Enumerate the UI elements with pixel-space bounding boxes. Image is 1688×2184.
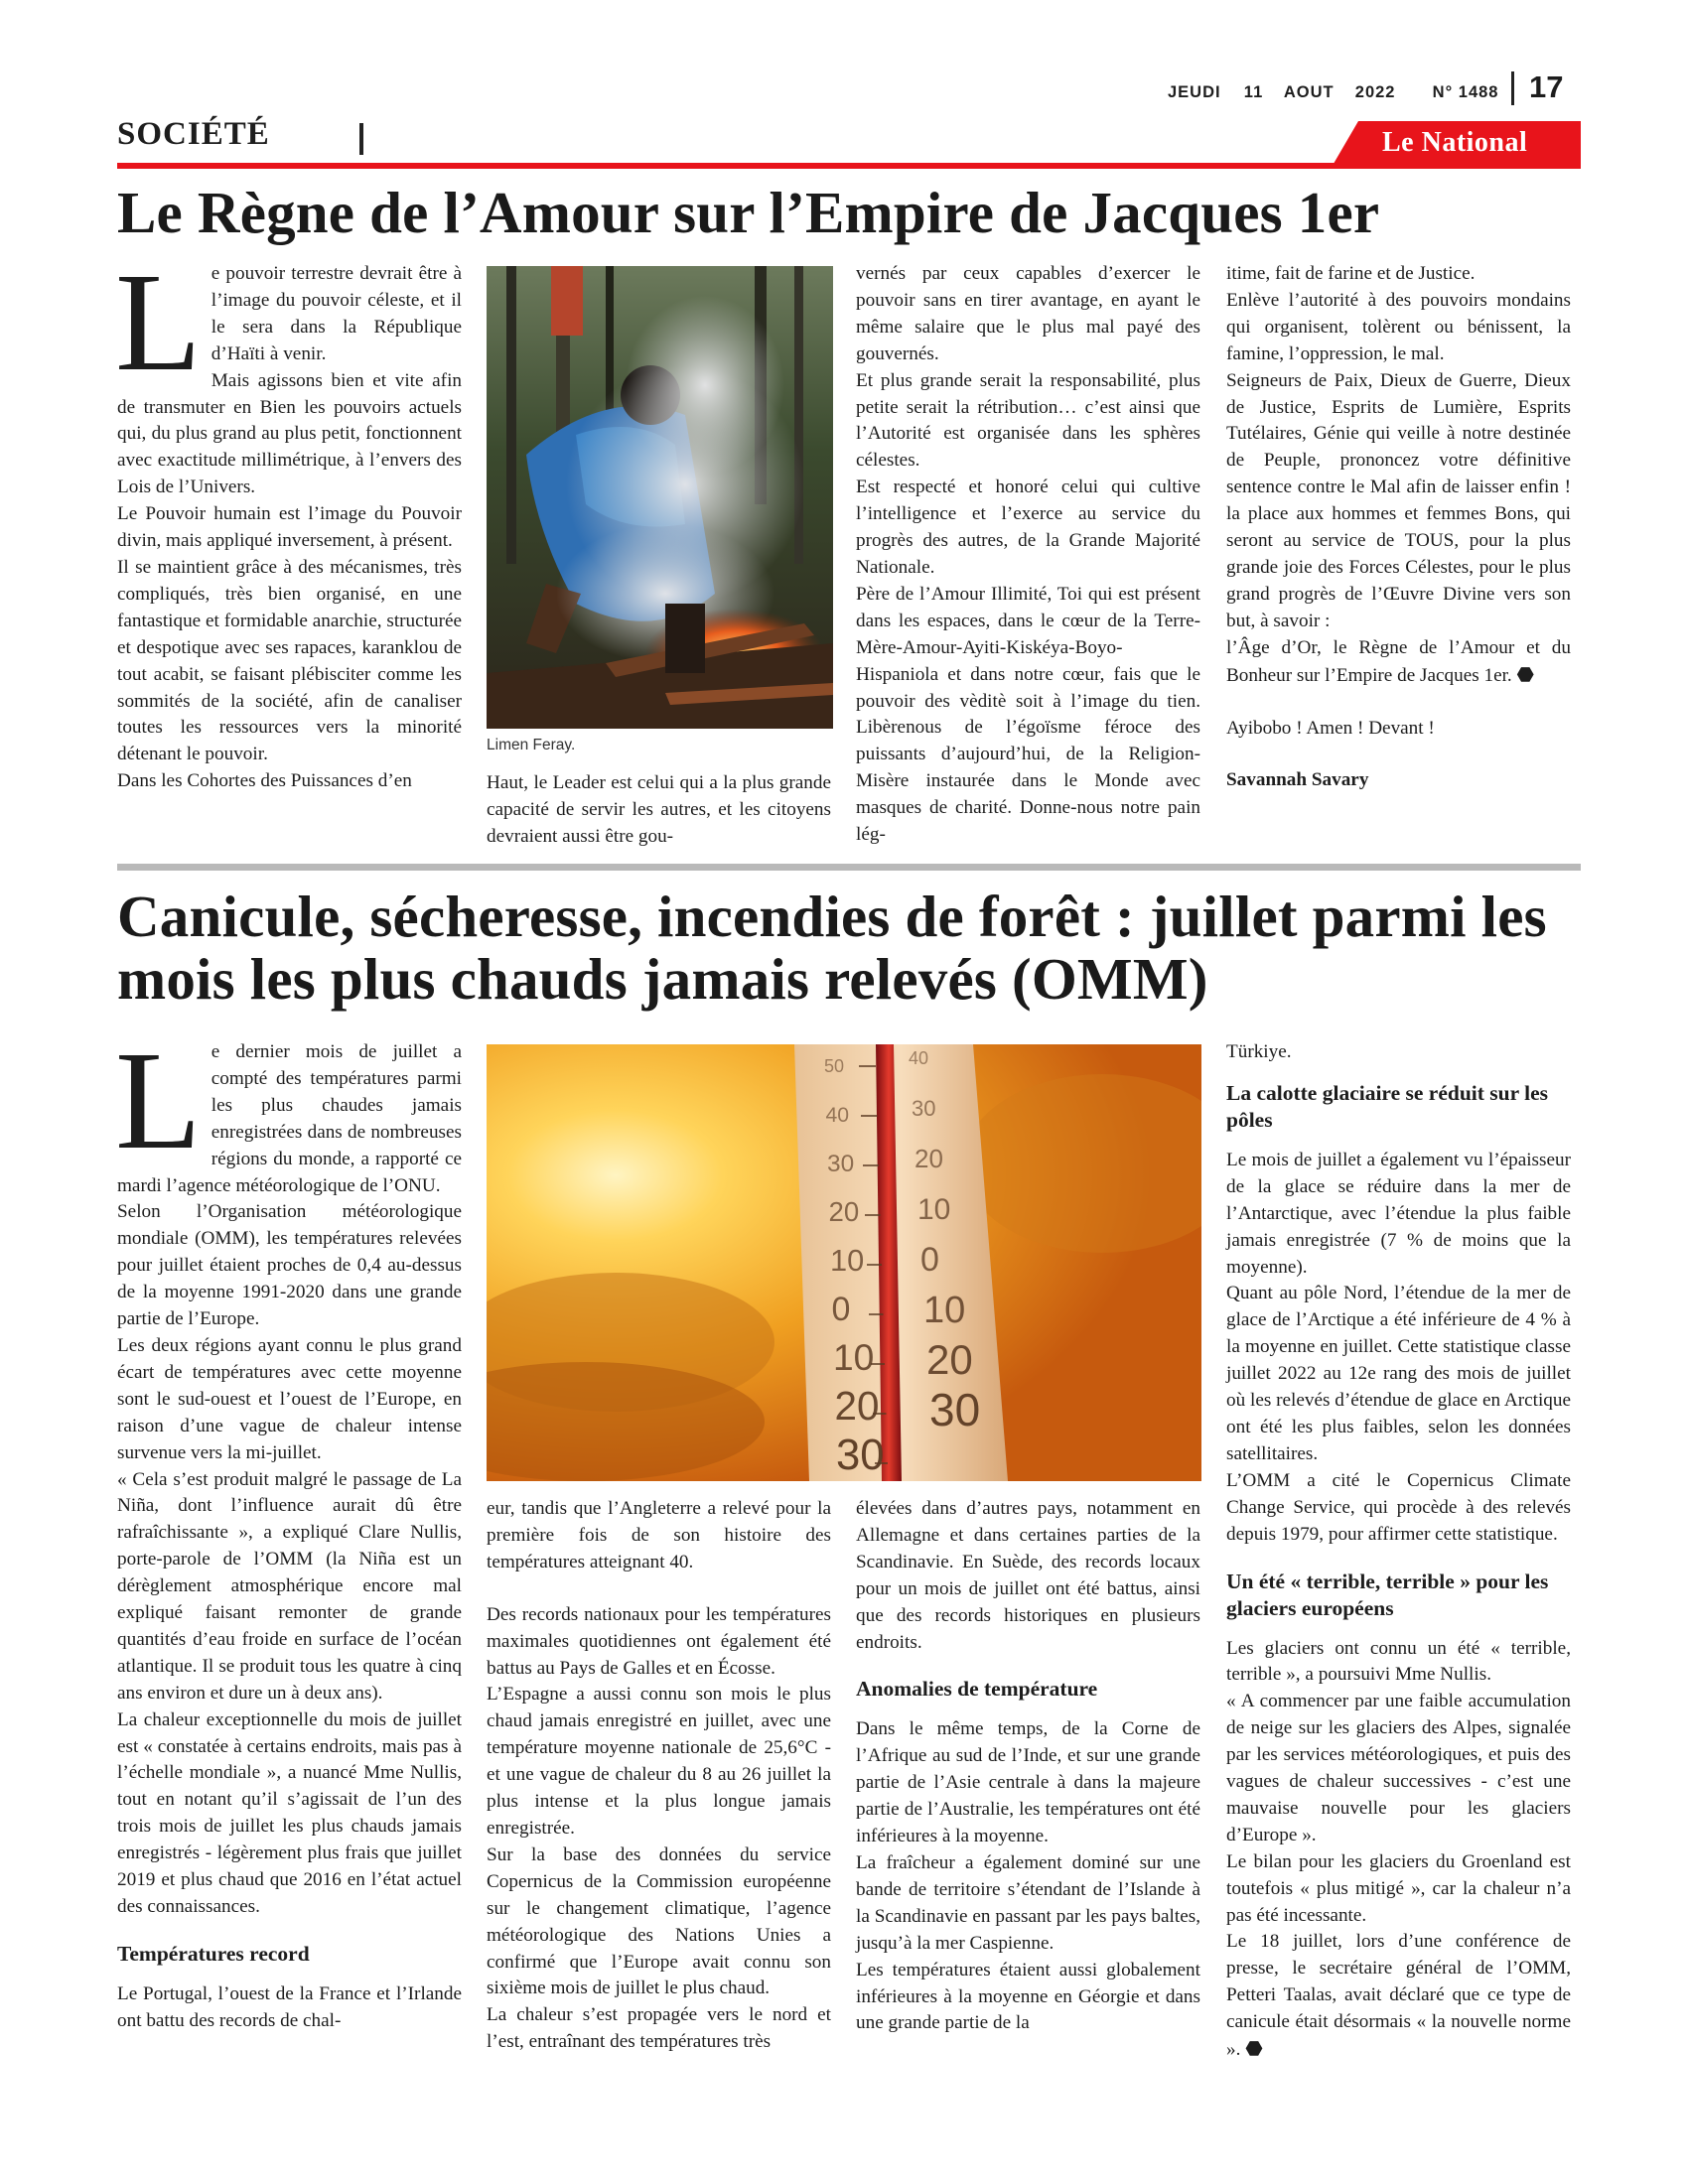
date-num: 11 xyxy=(1243,83,1264,101)
section-label: SOCIÉTÉ xyxy=(117,116,270,152)
end-mark-icon: ⬣ xyxy=(1245,2038,1263,2061)
paragraph: La fraîcheur a également dominé sur une bande de territoire s’étendant de l’Islande à la Scandinavie en passant par les pays baltes, jusqu’à la mer Caspienne. xyxy=(856,1851,1200,1954)
paragraph: Dans les Cohortes des Puissances d’en xyxy=(117,770,412,792)
subhead-glace: La calotte glaciaire se réduit sur les pôles xyxy=(1226,1080,1549,1132)
paragraph: Les glaciers ont connu un été « terrible, terrible », a poursuivi Mme Nullis. xyxy=(1226,1637,1571,1686)
paragraph: Père de l’Amour Illimité, Toi qui est présent dans les espaces, dans le cœur de la Terre-Mère-Amour-Ayiti-Kiskéya-Boyo-Hispaniola et dans notre cœur, fais que le pouvoir des vèditè soit à l’image du tien. Libèrenous de l’égoïsme féroce des puissants d’aujourd’hui, de la Religion-Misère instaurée dans le Monde avec masques de charité. Donne-nous notre pain lég- xyxy=(856,583,1200,846)
paragraph xyxy=(1226,1929,1571,2064)
paragraph: e pouvoir terrestre devrait être à l’image du pouvoir céleste, et il le sera dans la République d’Haïti à venir. xyxy=(211,263,462,364)
subhead-anomalies: Anomalies de température xyxy=(856,1677,1098,1702)
paragraph: Le Pouvoir humain est l’image du Pouvoir divin, mais appliqué inversement, à présent. xyxy=(117,503,462,552)
paragraph: élevées dans d’autres pays, notamment en Allemagne et dans certaines parties de la Scandinavie. En Suède, des records locaux pour un mois de juillet ont été battus, ainsi que des records historiques en plusieurs endroits. xyxy=(856,1498,1200,1653)
article1-col4 xyxy=(1226,261,1571,794)
page-number: 17 xyxy=(1529,69,1564,104)
paragraph: Quant au pôle Nord, l’étendue de la mer de glace de l’Arctique a été inférieure de 4 % à la moyenne en juillet. Cette statistique classe juillet 2022 au 12e rang des mois de juillet où les relevés d’étendue de glace en Arctique ont été les plus faibles, selon les données satellitaires. xyxy=(1226,1283,1571,1464)
article1-col1 xyxy=(115,243,462,795)
paragraph: Les températures étaient aussi globalement inférieures à la moyenne en Géorgie et dans une grande partie de la xyxy=(856,1959,1200,2034)
paragraph: Türkiye. xyxy=(1226,1041,1292,1062)
thermo-tick-right: 20 xyxy=(926,1336,973,1383)
paragraph: Le Portugal, l’ouest de la France et l’Irlande ont battu des records de chal- xyxy=(117,1982,462,2031)
paragraph: Sur la base des données du service Copernicus de la Commission européenne sur le changement climatique, l’agence météorologique des Nations Unies a confirmé que l’Europe avait connu son sixième mois de juillet le plus chaud. xyxy=(487,1843,831,1999)
paragraph: Seigneurs de Paix, Dieux de Guerre, Dieux de Justice, Esprits de Lumière, Esprits Tutélaires, Génie qui veille à notre destinée de Peuple, prononcez votre définitive sentence contre le Mal afin de laisser enfin ! la place aux hommes et femmes Bons, qui seront au service de TOUS, pour la plus grande joie des Forces Célestes, pour le plus grand progrès de l’Œuvre Divine vers son but, à savoir : xyxy=(1226,369,1571,631)
thermo-tick-left: 10 xyxy=(830,1243,865,1278)
paragraph: L’OMM a cité le Copernicus Climate Change Service, qui procède à des relevés depuis 1979, pour affirmer cette statistique. xyxy=(1226,1469,1571,1545)
thermo-tick-left: 40 xyxy=(825,1104,850,1127)
paragraph: Dans le même temps, de la Corne de l’Afrique au sud de l’Inde, et sur une grande partie de l’Asie centrale à dans la majeure partie de l’Australie, les températures ont été inférieures à la moyenne. xyxy=(856,1718,1200,1847)
closing-line: Ayibobo ! Amen ! Devant ! xyxy=(1226,717,1435,739)
article1-author: Savannah Savary xyxy=(1226,769,1369,791)
article1-title: Le Règne de l’Amour sur l’Empire de Jacques 1er xyxy=(117,180,1380,245)
paragraph: vernés par ceux capables d’exercer le pouvoir sans en tirer avantage, en ayant le même salaire que le plus mal payé des gouvernés. xyxy=(856,263,1200,364)
paragraph: eur, tandis que l’Angleterre a relevé pour la première fois de son histoire des températures atteignant 40. xyxy=(487,1498,831,1572)
thermo-tick-left: 0 xyxy=(831,1291,851,1328)
paragraph: Le mois de juillet a également vu l’épaisseur de la glace se réduire dans la mer de l’Antarctique, avec l’étendue la plus faible jamais enregistrée (7 % de moins que la moyenne). xyxy=(1226,1149,1571,1278)
thermo-tick-left: 10 xyxy=(833,1336,875,1378)
paragraph: Haut, le Leader est celui qui a la plus grande capacité de servir les autres, et les citoyens devraient aussi être gou- xyxy=(487,772,831,847)
thermo-tick-right: 20 xyxy=(914,1144,943,1173)
paragraph: La chaleur s’est propagée vers le nord et l’est, entraînant des températures très xyxy=(487,2004,831,2053)
article1-photo xyxy=(487,266,833,729)
article2-title xyxy=(117,886,1547,1011)
subhead-records: Températures record xyxy=(117,1941,310,1966)
article1-col2 xyxy=(487,770,831,851)
article1-col3 xyxy=(856,261,1200,849)
paragraph: Et plus grande serait la responsabilité, plus petite serait la rétribution… c’est ainsi que l’Autorité est organisée dans les sphères célestes. xyxy=(856,369,1200,472)
paragraph: La chaleur exceptionnelle du mois de juillet est « constatée à certains endroits, mais pas à l’échelle mondiale », a nuancé Mme Nullis, tout en notant qu’il s’agissait de l’un des trois mois de juillet les plus chauds jamais enregistrés - légèrement plus frais que juillet 2019 et plus chaud que 2016 en l’état actuel des connaissances. xyxy=(117,1708,462,1917)
paragraph: L’Espagne a aussi connu son mois le plus chaud jamais enregistré en juillet, avec une température moyenne nationale de 25,6°C - et une vague de chaleur du 8 au 26 juillet la plus intense et la plus longue jamais enregistrée. xyxy=(487,1684,831,1839)
thermo-tick-right: 30 xyxy=(912,1096,936,1121)
paragraph: « Cela s’est produit malgré le passage de La Niña, dont l’influence aurait dû être rafraîchissante », a expliqué Clare Nullis, porte-parole de l’OMM (la Niña est un dérèglement atmosphérique encore mal expliqué faisant remonter de grande quantités d’eau froide en surface de l’océan atlantique. Il se produit tous les quatre à cinq ans environ et dure un à deux ans). xyxy=(117,1468,462,1704)
section-separator xyxy=(359,123,363,155)
paragraph: Selon l’Organisation météorologique mondiale (OMM), les températures relevées pour juillet étaient proches de 0,4 au-dessus de la moyenne 1991-2020 dans une grande partie de l’Europe. xyxy=(117,1201,462,1330)
header-rule xyxy=(117,163,1581,169)
paragraph: Il se maintient grâce à des mécanismes, très compliqués, très bien organisé, en une fantastique et formidable anarchie, structurée et despotique avec ses rapaces, karanklou de tout acabit, se faisant plébisciter comme les sommités de la société, afin de canaliser toutes les ressources vers la minorité détenant le pouvoir. xyxy=(117,556,462,765)
article2-title-line2: mois les plus chauds jamais relevés (OMM) xyxy=(117,946,1208,1012)
thermo-tick-right: 30 xyxy=(929,1384,981,1435)
paragraph: Le bilan pour les glaciers du Groenland est toutefois « plus mitigé », car la chaleur n’a pas été incessante. xyxy=(1226,1850,1571,1926)
date-day: JEUDI xyxy=(1168,83,1221,101)
paragraph: Des records nationaux pour les températures maximales quotidiennes ont également été battus au Pays de Galles et en Écosse. xyxy=(487,1603,831,1679)
thermo-tick-right: 0 xyxy=(920,1241,939,1279)
paragraph: Mais agissons bien et vite afin de transmuter en Bien les pouvoirs actuels qui, du plus grand au plus petit, fonctionnent avec exactitude millimétrique, à l’envers des Lois de l’Univers. xyxy=(117,369,462,498)
article2-title-line1: Canicule, sécheresse, incendies de forêt : juillet parmi les xyxy=(117,884,1547,949)
paragraph xyxy=(1226,635,1571,690)
thermo-tick-left: 20 xyxy=(834,1383,880,1429)
subhead-ete: Un été « terrible, terrible » pour les glaciers européens xyxy=(1226,1569,1549,1620)
thermo-tick-left: 30 xyxy=(827,1151,855,1177)
masthead-date xyxy=(1168,83,1498,102)
paragraph: itime, fait de farine et de Justice. xyxy=(1226,263,1476,284)
article2-photo xyxy=(487,1044,1201,1481)
paragraph: « A commencer par une faible accumulation de neige sur les glaciers des Alpes, signalée par les services météorologiques, et puis des vagues de chaleur successives - c’est une mauvaise nouvelle pour les glaciers d’Europe ». xyxy=(1226,1691,1571,1845)
issue-number: N° 1488 xyxy=(1432,83,1499,101)
paragraph: e dernier mois de juillet a compté des températures parmi les plus chaudes jamais enregistrées dans de nombreuses régions du monde, a rapporté ce mardi l’agence météorologique de l’ONU. xyxy=(117,1041,462,1196)
paragraph: Est respecté et honoré celui qui cultive l’intelligence et l’exerce au service du progrès des autres, de la Grande Majorité Nationale. xyxy=(856,477,1200,578)
thermo-tick-right: 10 xyxy=(917,1193,951,1226)
thermo-tick-left: 30 xyxy=(836,1432,885,1479)
paragraph: Enlève l’autorité à des pouvoirs mondains qui organisent, tolèrent ou bénissent, la famine, l’oppression, le mal. xyxy=(1226,289,1571,364)
thermo-tick-left: 50 xyxy=(824,1056,845,1076)
date-month: AOUT xyxy=(1283,83,1335,101)
end-mark-icon: ⬣ xyxy=(1516,663,1534,686)
brand-name: Le National xyxy=(1382,127,1528,158)
page-divider xyxy=(1511,71,1514,105)
article2-col1 xyxy=(115,1022,462,2035)
thermo-tick-right: 10 xyxy=(923,1290,966,1331)
article2-col3 xyxy=(856,1496,1200,2037)
article2-col4 xyxy=(1226,1039,1571,2064)
paragraph: Les deux régions ayant connu le plus grand écart de températures avec cette moyenne sont le sud-ouest et l’ouest de l’Europe, en raison d’une vague de chaleur intense survenue vers la mi-juillet. xyxy=(117,1334,462,1463)
article1-photo-caption: Limen Feray. xyxy=(487,737,576,753)
date-year: 2022 xyxy=(1354,83,1396,101)
paragraph-text: l’Âge d’Or, le Règne de l’Amour et du Bonheur sur l’Empire de Jacques 1er. xyxy=(1226,636,1571,686)
paragraph-text: Le 18 juillet, lors d’une conférence de presse, le secrétaire général de l’OMM, Petteri Taalas, avait déclaré que ce type de canicule était désormais « la nouvelle norme ». xyxy=(1226,1931,1571,2061)
article2-drop-cap: L xyxy=(115,1022,202,1178)
thermo-tick-right: 40 xyxy=(909,1048,929,1068)
article2-col2 xyxy=(487,1496,831,2056)
article-separator xyxy=(117,864,1581,871)
thermo-tick-left: 20 xyxy=(828,1196,860,1227)
article1-drop-cap: L xyxy=(115,243,202,400)
